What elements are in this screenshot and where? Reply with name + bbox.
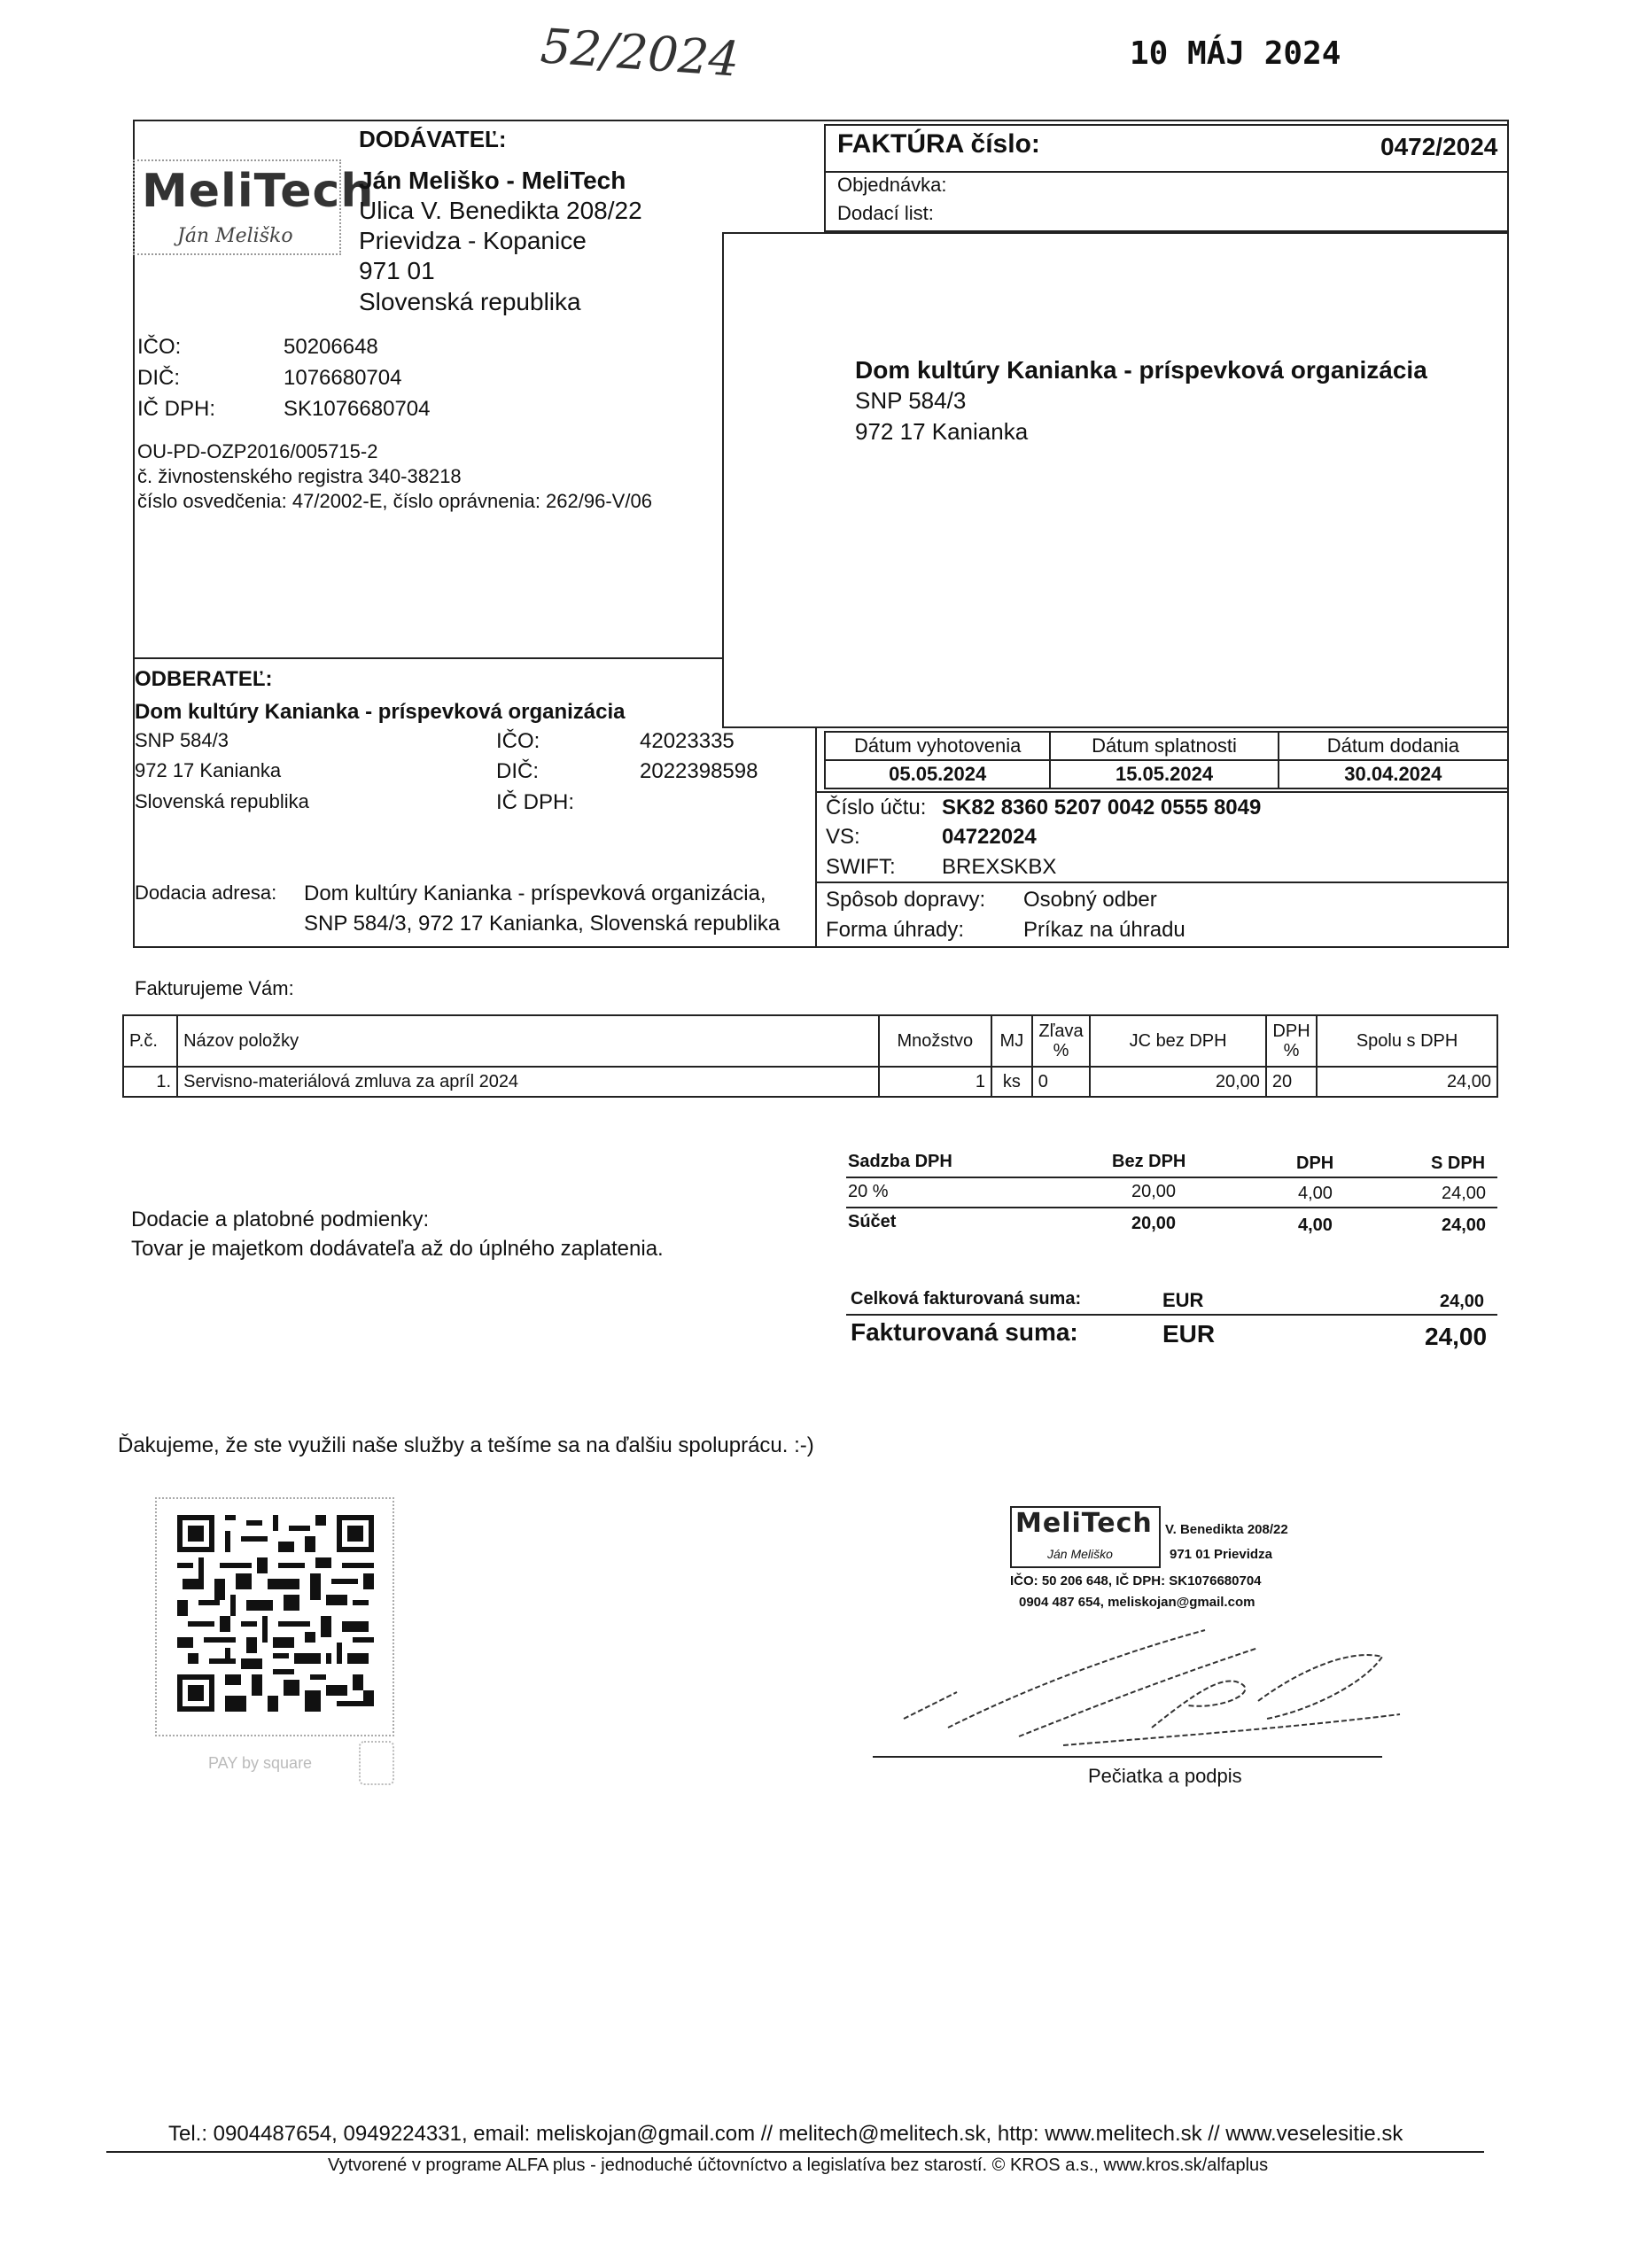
customer-ico: 42023335 (640, 729, 735, 753)
col-unit-price: JC bez DPH (1090, 1015, 1266, 1067)
qr-app-icon (359, 1741, 394, 1785)
items-table (122, 1014, 1498, 1098)
signature (886, 1621, 1418, 1754)
col-vat-line2: % (1283, 1041, 1300, 1060)
col-name: Názov položky (177, 1015, 879, 1067)
footer-contacts: Tel.: 0904487654, 0949224331, email: meliskojan@gmail.com // melitech@melitech.sk, http: www.melitech.sk // www.veselesitie.sk (168, 2122, 1403, 2146)
row-unit-price: 20,00 (1090, 1067, 1266, 1097)
thank-you-note: Ďakujeme, že ste využili naše služby a tešíme sa na ďalšiu spoluprácu. :-) (118, 1433, 814, 1457)
supplier-country: Slovenská republika (359, 288, 581, 315)
customer-icdph-label: IČ DPH: (496, 790, 575, 814)
supplier-logo-text: MeliTech (142, 165, 375, 218)
supplier-ico-label: IČO: (137, 335, 182, 359)
delivery-address-line2: SNP 584/3, 972 17 Kanianka, Slovenská republika (304, 912, 781, 936)
row-discount: 0 (1032, 1067, 1090, 1097)
invoiced-value: 24,00 (1425, 1323, 1488, 1350)
col-discount-line2: % (1053, 1041, 1069, 1060)
handwritten-reg-number: 52/2024 (539, 18, 742, 88)
table-row (123, 1067, 1497, 1097)
stamp-logo: MeliTech (1015, 1508, 1153, 1539)
payment-method-label: Forma úhrady: (826, 918, 965, 942)
vat-row-rate: 20 % (848, 1182, 889, 1201)
due-date: 15.05.2024 (1050, 760, 1278, 788)
stamp-line2: 971 01 Prievidza (1170, 1547, 1272, 1562)
recipient-window-box (722, 232, 1509, 728)
transport-label: Spôsob dopravy: (826, 888, 986, 912)
signature-label: Pečiatka a podpis (1088, 1765, 1242, 1787)
vat-summary (846, 1152, 1497, 1249)
footer-software: Vytvorené v programe ALFA plus - jednoduché účtovníctvo a legislatíva bez starostí. © KROS a.s., www.kros.sk/alfaplus (328, 2155, 1269, 2175)
col-total: Spolu s DPH (1317, 1015, 1497, 1067)
total-currency: EUR (1162, 1289, 1204, 1311)
due-date-label: Dátum splatnosti (1050, 732, 1278, 760)
payment-method-value: Príkaz na úhradu (1023, 918, 1185, 942)
supplier-logo (133, 159, 375, 255)
supplier-icdph: SK1076680704 (284, 397, 431, 421)
col-mj: MJ (991, 1015, 1032, 1067)
vat-sum-base: 20,00 (1131, 1214, 1177, 1233)
issued-date: 05.05.2024 (825, 760, 1050, 788)
row-total: 24,00 (1317, 1067, 1497, 1097)
qr-code (177, 1515, 374, 1712)
items-intro: Fakturujeme Vám: (135, 977, 294, 999)
account-number: SK82 8360 5207 0042 0555 8049 (942, 796, 1262, 819)
supplier-city: Prievidza - Kopanice (359, 227, 587, 254)
customer-ico-label: IČO: (496, 729, 540, 753)
qr-caption: PAY by square (208, 1754, 313, 1772)
supplier-reg3: číslo osvedčenia: 47/2002-E, číslo oprávnenia: 262/96-V/06 (137, 490, 652, 512)
supplier-icdph-label: IČ DPH: (137, 397, 216, 421)
supplier-zip: 971 01 (359, 257, 435, 284)
recipient-name: Dom kultúry Kanianka - príspevková organizácia (855, 356, 1427, 384)
vat-row-base: 20,00 (1131, 1182, 1177, 1201)
received-date-stamp: 10 MÁJ 2024 (1130, 35, 1341, 72)
customer-heading: ODBERATEĽ: (135, 667, 273, 691)
total-label: Celková fakturovaná suma: (851, 1289, 1082, 1309)
customer-dic-label: DIČ: (496, 759, 539, 783)
customer-street: SNP 584/3 (135, 729, 229, 751)
swift-value: BREXSKBX (942, 855, 1057, 879)
customer-country: Slovenská republika (135, 790, 309, 812)
vat-head-base: Bez DPH (1112, 1152, 1186, 1171)
stamp-logo-box (1010, 1506, 1161, 1568)
delivery-note-label: Dodací list: (837, 202, 934, 224)
stamp-line1: V. Benedikta 208/22 (1165, 1522, 1288, 1537)
vat-head-rate: Sadzba DPH (848, 1152, 952, 1171)
row-vat: 20 (1266, 1067, 1317, 1097)
terms-heading: Dodacie a platobné podmienky: (131, 1208, 430, 1231)
vs-label: VS: (826, 825, 860, 849)
customer-dic: 2022398598 (640, 759, 758, 783)
vat-row-gross: 24,00 (1442, 1184, 1487, 1203)
supplier-ico: 50206648 (284, 335, 378, 359)
customer-city: 972 17 Kanianka (135, 759, 282, 781)
col-discount (1032, 1015, 1090, 1067)
row-name: Servisno-materiálová zmluva za apríl 2024 (177, 1067, 879, 1097)
issued-date-label: Dátum vyhotovenia (825, 732, 1050, 760)
supplier-reg2: č. živnostenského registra 340-38218 (137, 465, 462, 487)
transport-value: Osobný odber (1023, 888, 1157, 912)
delivery-date-label: Dátum dodania (1279, 732, 1508, 760)
supplier-logo-sub: Ján Meliško (177, 225, 293, 247)
stamp-line3: IČO: 50 206 648, IČ DPH: SK1076680704 (1010, 1573, 1262, 1588)
supplier-street: Ulica V. Benedikta 208/22 (359, 197, 642, 224)
vat-sum-vat: 4,00 (1298, 1216, 1333, 1235)
invoiced-currency: EUR (1162, 1320, 1216, 1348)
stamp-line4: 0904 487 654, meliskojan@gmail.com (1019, 1595, 1255, 1610)
vat-head-gross: S DPH (1431, 1153, 1486, 1173)
dates-table (824, 731, 1509, 789)
stamp-logo-sub: Ján Meliško (1047, 1547, 1113, 1561)
order-label: Objednávka: (837, 174, 947, 196)
account-label: Číslo účtu: (826, 796, 927, 819)
supplier-reg1: OU-PD-OZP2016/005715-2 (137, 440, 378, 462)
delivery-address-label: Dodacia adresa: (135, 882, 277, 904)
vat-head-vat: DPH (1296, 1153, 1334, 1173)
recipient-street: SNP 584/3 (855, 387, 967, 414)
invoiced-label: Fakturovaná suma: (851, 1318, 1078, 1346)
col-vat (1266, 1015, 1317, 1067)
vat-row-vat: 4,00 (1298, 1184, 1333, 1203)
vs-value: 04722024 (942, 825, 1037, 849)
swift-label: SWIFT: (826, 855, 896, 879)
company-stamp (1010, 1506, 1329, 1621)
vat-sum-label: Súčet (848, 1212, 897, 1231)
row-mj: ks (991, 1067, 1032, 1097)
supplier-heading: DODÁVATEĽ: (359, 126, 507, 152)
total-value: 24,00 (1440, 1292, 1485, 1311)
terms-text: Tovar je majetkom dodávateľa až do úplného zaplatenia. (131, 1237, 664, 1261)
supplier-name: Ján Meliško - MeliTech (359, 167, 626, 194)
supplier-dic-label: DIČ: (137, 366, 180, 390)
col-vat-line1: DPH (1272, 1021, 1310, 1041)
delivery-date: 30.04.2024 (1279, 760, 1508, 788)
supplier-dic: 1076680704 (284, 366, 402, 390)
row-pc: 1. (123, 1067, 177, 1097)
vat-sum-gross: 24,00 (1442, 1216, 1487, 1235)
invoice-number: 0472/2024 (1380, 133, 1498, 160)
delivery-address-line1: Dom kultúry Kanianka - príspevková organizácia, (304, 882, 766, 905)
col-discount-line1: Zľava (1038, 1021, 1084, 1041)
col-qty: Množstvo (879, 1015, 991, 1067)
customer-name: Dom kultúry Kanianka - príspevková organizácia (135, 700, 626, 724)
invoice-title: FAKTÚRA číslo: (837, 129, 1040, 159)
recipient-city: 972 17 Kanianka (855, 418, 1029, 445)
col-pc: P.č. (123, 1015, 177, 1067)
row-qty: 1 (879, 1067, 991, 1097)
